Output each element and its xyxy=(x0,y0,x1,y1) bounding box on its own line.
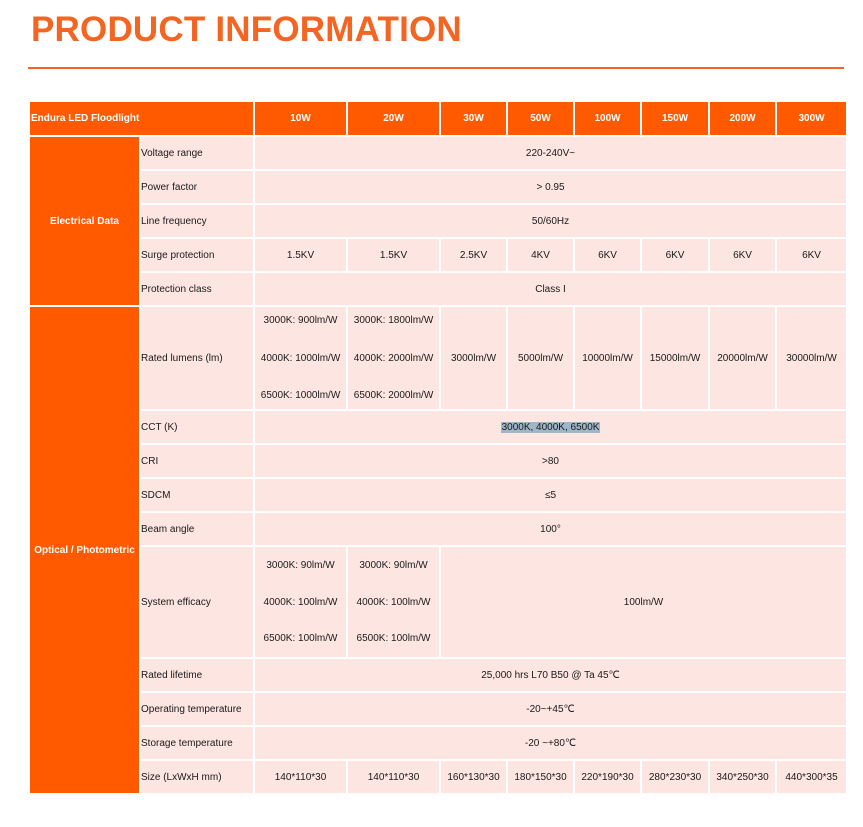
model-header: 50W xyxy=(507,101,574,136)
spec-value: 1.5KV xyxy=(347,238,440,272)
spec-value: 20000lm/W xyxy=(709,306,776,410)
spec-value: 6KV xyxy=(641,238,709,272)
spec-label: Protection class xyxy=(140,272,254,306)
spec-label: Line frequency xyxy=(140,204,254,238)
spec-label: Storage temperature xyxy=(140,726,254,760)
spec-value: 6KV xyxy=(574,238,641,272)
spec-value xyxy=(254,306,347,410)
lumen-line: 3000K: 900lm/W xyxy=(263,315,338,326)
table-header-row xyxy=(29,101,847,136)
spec-value: -20~+45℃ xyxy=(254,692,847,726)
model-header: 10W xyxy=(254,101,347,136)
spec-label: Voltage range xyxy=(140,136,254,170)
spec-value: 15000lm/W xyxy=(641,306,709,410)
spec-value: 140*110*30 xyxy=(347,760,440,794)
table-row xyxy=(29,272,847,306)
spec-value: 2.5KV xyxy=(440,238,507,272)
electrical-data-group-label: Electrical Data xyxy=(29,136,140,306)
efficacy-line: 6500K: 100lm/W xyxy=(356,633,431,644)
spec-label: Surge protection xyxy=(140,238,254,272)
table-row xyxy=(29,726,847,760)
spec-value: 30000lm/W xyxy=(776,306,847,410)
spec-value: 1.5KV xyxy=(254,238,347,272)
lumen-line: 6500K: 2000lm/W xyxy=(353,390,434,401)
spec-value: > 0.95 xyxy=(254,170,847,204)
spec-value: 6KV xyxy=(776,238,847,272)
lumen-line: 4000K: 2000lm/W xyxy=(353,352,434,364)
spec-value: 25,000 hrs L70 B50 @ Ta 45℃ xyxy=(254,658,847,692)
spec-label: SDCM xyxy=(140,478,254,512)
table-row xyxy=(29,238,847,272)
selected-text-highlight: 3000K, 4000K, 6500K xyxy=(501,421,600,433)
lumen-line: 4000K: 1000lm/W xyxy=(260,352,341,364)
spec-label: Power factor xyxy=(140,170,254,204)
table-row xyxy=(29,512,847,546)
spec-value xyxy=(254,410,847,444)
spec-value: 180*150*30 xyxy=(507,760,574,794)
efficacy-line: 6500K: 100lm/W xyxy=(263,633,338,644)
spec-value: 10000lm/W xyxy=(574,306,641,410)
table-row xyxy=(29,760,847,794)
spec-value: 3000lm/W xyxy=(440,306,507,410)
spec-value: 220*190*30 xyxy=(574,760,641,794)
spec-value: 220-240V~ xyxy=(254,136,847,170)
efficacy-line: 3000K: 90lm/W xyxy=(359,560,428,571)
spec-label: Beam angle xyxy=(140,512,254,546)
model-header: 200W xyxy=(709,101,776,136)
lumen-line: 3000K: 1800lm/W xyxy=(353,315,434,326)
title-divider xyxy=(28,67,844,69)
table-row xyxy=(29,546,847,658)
efficacy-line: 4000K: 100lm/W xyxy=(356,596,431,608)
spec-value: 160*130*30 xyxy=(440,760,507,794)
spec-value xyxy=(254,546,347,658)
table-row xyxy=(29,306,847,410)
spec-label: Rated lumens (lm) xyxy=(140,306,254,410)
spec-value: 340*250*30 xyxy=(709,760,776,794)
spec-value: -20 ~+80℃ xyxy=(254,726,847,760)
table-row xyxy=(29,170,847,204)
efficacy-line: 3000K: 90lm/W xyxy=(266,560,335,571)
spec-value: Class I xyxy=(254,272,847,306)
spec-value: 440*300*35 xyxy=(776,760,847,794)
lumen-line: 6500K: 1000lm/W xyxy=(260,390,341,401)
spec-value: ≤5 xyxy=(254,478,847,512)
spec-label: CRI xyxy=(140,444,254,478)
efficacy-line: 4000K: 100lm/W xyxy=(263,596,338,608)
spec-value: 6KV xyxy=(709,238,776,272)
model-header: 20W xyxy=(347,101,440,136)
spec-value: 50/60Hz xyxy=(254,204,847,238)
table-row xyxy=(29,658,847,692)
spec-value: 5000lm/W xyxy=(507,306,574,410)
spec-label: Operating temperature xyxy=(140,692,254,726)
table-row xyxy=(29,410,847,444)
model-header: 100W xyxy=(574,101,641,136)
spec-label: System efficacy xyxy=(140,546,254,658)
spec-value: 100° xyxy=(254,512,847,546)
spec-value xyxy=(347,306,440,410)
product-name-header: Endura LED Floodlight xyxy=(29,101,254,136)
table-row xyxy=(29,136,847,170)
table-row xyxy=(29,692,847,726)
spec-label: CCT (K) xyxy=(140,410,254,444)
optical-photometric-group-label: Optical / Photometric xyxy=(29,306,140,794)
page-title: PRODUCT INFORMATION xyxy=(31,10,462,49)
spec-value: 100lm/W xyxy=(440,546,847,658)
spec-value: 4KV xyxy=(507,238,574,272)
model-header: 300W xyxy=(776,101,847,136)
model-header: 30W xyxy=(440,101,507,136)
table-row xyxy=(29,444,847,478)
spec-value: >80 xyxy=(254,444,847,478)
table-row xyxy=(29,478,847,512)
spec-label: Size (LxWxH mm) xyxy=(140,760,254,794)
spec-label: Rated lifetime xyxy=(140,658,254,692)
table-row xyxy=(29,204,847,238)
product-spec-table xyxy=(28,100,848,795)
model-header: 150W xyxy=(641,101,709,136)
spec-value: 280*230*30 xyxy=(641,760,709,794)
spec-value xyxy=(347,546,440,658)
spec-value: 140*110*30 xyxy=(254,760,347,794)
